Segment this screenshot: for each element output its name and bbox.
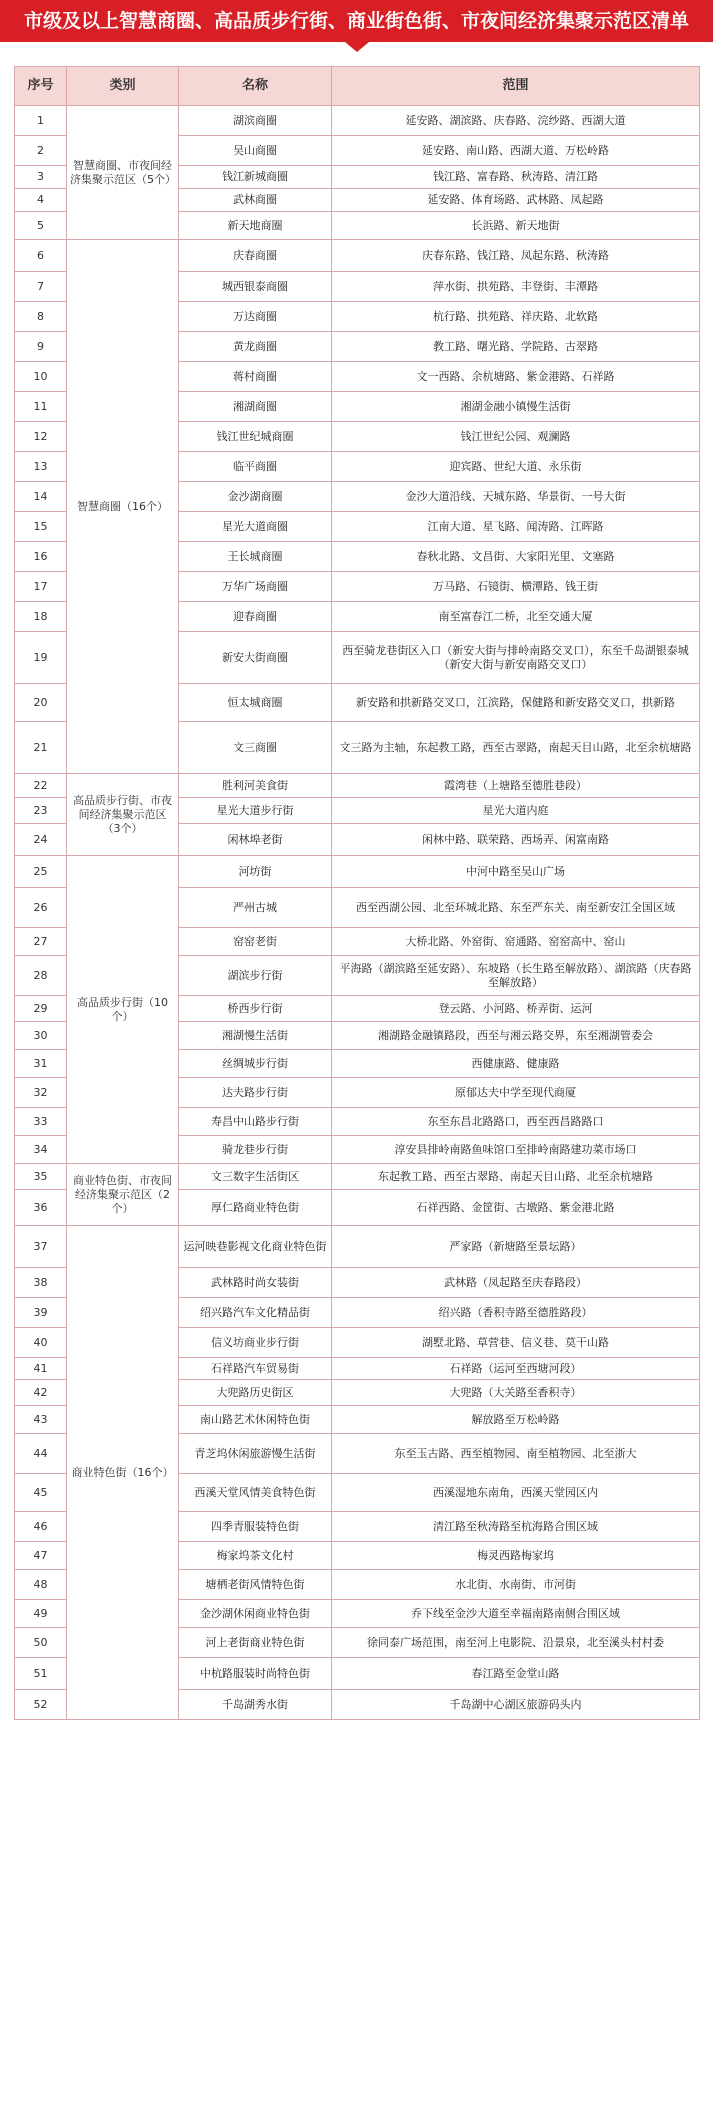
row-number: 35 xyxy=(15,1164,67,1190)
row-name: 武林商圈 xyxy=(179,189,332,212)
row-number: 30 xyxy=(15,1022,67,1050)
row-number: 26 xyxy=(15,888,67,928)
row-range: 钱江路、富春路、秋涛路、清江路 xyxy=(332,166,700,189)
row-name: 绍兴路汽车文化精品街 xyxy=(179,1298,332,1328)
row-range: 南至富春江二桥，北至交通大厦 xyxy=(332,602,700,632)
row-range: 文三路为主轴，东起教工路，西至古翠路，南起天目山路，北至余杭塘路 xyxy=(332,722,700,774)
row-range: 钱江世纪公园、观澜路 xyxy=(332,422,700,452)
row-range: 水北街、水南街、市河街 xyxy=(332,1570,700,1600)
row-range: 中河中路至吴山广场 xyxy=(332,856,700,888)
row-range: 清江路至秋涛路至杭海路合围区域 xyxy=(332,1512,700,1542)
row-range: 迎宾路、世纪大道、永乐街 xyxy=(332,452,700,482)
row-name: 青芝坞休闲旅游慢生活街 xyxy=(179,1434,332,1474)
row-number: 46 xyxy=(15,1512,67,1542)
row-name: 厚仁路商业特色街 xyxy=(179,1190,332,1226)
row-category: 高品质步行街、市夜间经济集聚示范区（3个） xyxy=(67,774,179,856)
row-range: 星光大道内庭 xyxy=(332,798,700,824)
row-number: 17 xyxy=(15,572,67,602)
row-range: 西健康路、健康路 xyxy=(332,1050,700,1078)
row-range: 延安路、湖滨路、庆春路、浣纱路、西湖大道 xyxy=(332,106,700,136)
table-row xyxy=(15,240,700,272)
row-number: 42 xyxy=(15,1380,67,1406)
row-name: 迎春商圈 xyxy=(179,602,332,632)
row-number: 33 xyxy=(15,1108,67,1136)
row-range: 萍水街、拱苑路、丰登街、丰潭路 xyxy=(332,272,700,302)
row-number: 12 xyxy=(15,422,67,452)
row-number: 28 xyxy=(15,956,67,996)
row-name: 窑窑老街 xyxy=(179,928,332,956)
row-name: 严州古城 xyxy=(179,888,332,928)
row-range: 绍兴路（香积寺路至德胜路段） xyxy=(332,1298,700,1328)
row-name: 四季青服装特色街 xyxy=(179,1512,332,1542)
row-range: 徐同泰广场范围，南至河上电影院、沿景泉，北至溪头村村委 xyxy=(332,1628,700,1658)
row-name: 中杭路服装时尚特色街 xyxy=(179,1658,332,1690)
row-number: 34 xyxy=(15,1136,67,1164)
row-name: 万华广场商圈 xyxy=(179,572,332,602)
table-row xyxy=(15,1164,700,1190)
row-range: 西溪湿地东南角，西溪天堂园区内 xyxy=(332,1474,700,1512)
row-range: 武林路（凤起路至庆春路段） xyxy=(332,1268,700,1298)
row-range: 杭行路、拱苑路、祥庆路、北软路 xyxy=(332,302,700,332)
row-name: 星光大道商圈 xyxy=(179,512,332,542)
row-number: 14 xyxy=(15,482,67,512)
row-range: 湖墅北路、草营巷、信义巷、莫干山路 xyxy=(332,1328,700,1358)
table-row xyxy=(15,1226,700,1268)
row-range: 平海路（湖滨路至延安路）、东坡路（长生路至解放路）、湖滨路（庆春路至解放路） xyxy=(332,956,700,996)
row-name: 武林路时尚女装街 xyxy=(179,1268,332,1298)
row-name: 大兜路历史街区 xyxy=(179,1380,332,1406)
row-name: 湘湖慢生活街 xyxy=(179,1022,332,1050)
row-number: 36 xyxy=(15,1190,67,1226)
row-name: 文三商圈 xyxy=(179,722,332,774)
row-name: 城西银泰商圈 xyxy=(179,272,332,302)
row-name: 黄龙商圈 xyxy=(179,332,332,362)
header-type: 类别 xyxy=(67,67,179,106)
row-range: 文一西路、余杭塘路、紫金港路、石祥路 xyxy=(332,362,700,392)
row-name: 蒋村商圈 xyxy=(179,362,332,392)
row-range: 淳安县排岭南路鱼味馆口至排岭南路建功菜市场口 xyxy=(332,1136,700,1164)
row-number: 2 xyxy=(15,136,67,166)
banner-pointer xyxy=(345,42,369,52)
row-number: 38 xyxy=(15,1268,67,1298)
row-range: 春秋北路、文昌街、大家阳光里、文塞路 xyxy=(332,542,700,572)
row-number: 40 xyxy=(15,1328,67,1358)
row-name: 金沙湖商圈 xyxy=(179,482,332,512)
row-category: 高品质步行街（10个） xyxy=(67,856,179,1164)
row-name: 新安大街商圈 xyxy=(179,632,332,684)
row-number: 24 xyxy=(15,824,67,856)
row-number: 18 xyxy=(15,602,67,632)
row-name: 星光大道步行街 xyxy=(179,798,332,824)
row-name: 恒太城商圈 xyxy=(179,684,332,722)
row-number: 39 xyxy=(15,1298,67,1328)
row-range: 东起教工路、西至古翠路、南起天目山路、北至余杭塘路 xyxy=(332,1164,700,1190)
row-name: 丝绸城步行街 xyxy=(179,1050,332,1078)
header-name: 名称 xyxy=(179,67,332,106)
row-name: 达夫路步行街 xyxy=(179,1078,332,1108)
row-range: 东至玉古路、西至植物园、南至植物园、北至浙大 xyxy=(332,1434,700,1474)
row-name: 骑龙巷步行街 xyxy=(179,1136,332,1164)
row-number: 3 xyxy=(15,166,67,189)
row-number: 49 xyxy=(15,1600,67,1628)
row-range: 长浜路、新天地街 xyxy=(332,212,700,240)
row-number: 4 xyxy=(15,189,67,212)
row-category: 商业特色街、市夜间经济集聚示范区（2个） xyxy=(67,1164,179,1226)
row-name: 闲林埠老街 xyxy=(179,824,332,856)
row-name: 南山路艺术休闲特色街 xyxy=(179,1406,332,1434)
row-range: 延安路、体育场路、武林路、凤起路 xyxy=(332,189,700,212)
row-number: 47 xyxy=(15,1542,67,1570)
row-name: 河上老街商业特色街 xyxy=(179,1628,332,1658)
row-number: 10 xyxy=(15,362,67,392)
row-range: 石祥西路、金筐街、古墩路、紫金港北路 xyxy=(332,1190,700,1226)
row-range: 教工路、曙光路、学院路、古翠路 xyxy=(332,332,700,362)
list-table xyxy=(14,66,700,1720)
row-number: 51 xyxy=(15,1658,67,1690)
row-range: 闲林中路、联荣路、西场弄、闲富南路 xyxy=(332,824,700,856)
row-name: 湘湖商圈 xyxy=(179,392,332,422)
row-range: 原郁达夫中学至现代商厦 xyxy=(332,1078,700,1108)
row-range: 梅灵西路梅家坞 xyxy=(332,1542,700,1570)
row-range: 大桥北路、外窑街、窑通路、窑窑高中、窑山 xyxy=(332,928,700,956)
row-range: 湘湖路金融镇路段，西至与湘云路交界，东至湘湖管委会 xyxy=(332,1022,700,1050)
row-category: 智慧商圈（16个） xyxy=(67,240,179,774)
row-number: 25 xyxy=(15,856,67,888)
row-range: 金沙大道沿线、天城东路、华景街、一号大街 xyxy=(332,482,700,512)
table-row xyxy=(15,106,700,136)
row-range: 春江路至金堂山路 xyxy=(332,1658,700,1690)
row-number: 45 xyxy=(15,1474,67,1512)
row-number: 31 xyxy=(15,1050,67,1078)
row-number: 7 xyxy=(15,272,67,302)
row-range: 湘湖金融小镇慢生活街 xyxy=(332,392,700,422)
row-number: 1 xyxy=(15,106,67,136)
table-row xyxy=(15,774,700,798)
row-number: 29 xyxy=(15,996,67,1022)
row-name: 钱江世纪城商圈 xyxy=(179,422,332,452)
row-name: 吴山商圈 xyxy=(179,136,332,166)
row-category: 智慧商圈、市夜间经济集聚示范区（5个） xyxy=(67,106,179,240)
row-name: 临平商圈 xyxy=(179,452,332,482)
row-number: 19 xyxy=(15,632,67,684)
header-no: 序号 xyxy=(15,67,67,106)
row-range: 西至西湖公园、北至环城北路、东至严东关、南至新安江全国区域 xyxy=(332,888,700,928)
table-body xyxy=(15,106,700,1720)
row-range: 庆春东路、钱江路、凤起东路、秋涛路 xyxy=(332,240,700,272)
row-number: 16 xyxy=(15,542,67,572)
row-number: 6 xyxy=(15,240,67,272)
row-name: 文三数字生活街区 xyxy=(179,1164,332,1190)
row-number: 5 xyxy=(15,212,67,240)
row-name: 庆春商圈 xyxy=(179,240,332,272)
row-name: 钱江新城商圈 xyxy=(179,166,332,189)
title-banner xyxy=(0,0,713,52)
row-name: 寿昌中山路步行街 xyxy=(179,1108,332,1136)
row-name: 王长城商圈 xyxy=(179,542,332,572)
row-number: 41 xyxy=(15,1358,67,1380)
row-number: 27 xyxy=(15,928,67,956)
row-name: 石祥路汽车贸易街 xyxy=(179,1358,332,1380)
header-row xyxy=(15,67,700,106)
row-number: 21 xyxy=(15,722,67,774)
row-range: 新安路和拱新路交叉口，江滨路，保健路和新安路交叉口，拱新路 xyxy=(332,684,700,722)
row-number: 43 xyxy=(15,1406,67,1434)
row-range: 延安路、南山路、西湖大道、万松岭路 xyxy=(332,136,700,166)
row-number: 22 xyxy=(15,774,67,798)
row-range: 东至东昌北路路口，西至西昌路路口 xyxy=(332,1108,700,1136)
row-name: 湖滨步行街 xyxy=(179,956,332,996)
row-range: 霞湾巷（上塘路至德胜巷段） xyxy=(332,774,700,798)
row-range: 千岛湖中心湖区旅游码头内 xyxy=(332,1690,700,1720)
row-number: 50 xyxy=(15,1628,67,1658)
row-range: 登云路、小河路、桥弄街、运河 xyxy=(332,996,700,1022)
page-title: 市级及以上智慧商圈、高品质步行街、商业街色街、市夜间经济集聚示范区清单 xyxy=(23,10,689,32)
row-name: 万达商圈 xyxy=(179,302,332,332)
row-name: 西溪天堂风情美食特色街 xyxy=(179,1474,332,1512)
row-number: 13 xyxy=(15,452,67,482)
row-number: 20 xyxy=(15,684,67,722)
table-row xyxy=(15,856,700,888)
row-name: 金沙湖休闲商业特色街 xyxy=(179,1600,332,1628)
row-number: 23 xyxy=(15,798,67,824)
row-name: 胜利河美食街 xyxy=(179,774,332,798)
row-name: 桥西步行街 xyxy=(179,996,332,1022)
row-number: 37 xyxy=(15,1226,67,1268)
row-name: 新天地商圈 xyxy=(179,212,332,240)
row-range: 西至骑龙巷街区入口（新安大街与排岭南路交叉口），东至千岛湖银泰城（新安大街与新安南路交叉口） xyxy=(332,632,700,684)
row-name: 千岛湖秀水街 xyxy=(179,1690,332,1720)
row-name: 湖滨商圈 xyxy=(179,106,332,136)
row-range: 乔下线至金沙大道至幸福南路南侧合围区域 xyxy=(332,1600,700,1628)
row-number: 44 xyxy=(15,1434,67,1474)
row-name: 信义坊商业步行街 xyxy=(179,1328,332,1358)
row-range: 江南大道、星飞路、闻涛路、江晖路 xyxy=(332,512,700,542)
row-name: 河坊街 xyxy=(179,856,332,888)
row-range: 大兜路（大关路至香积寺） xyxy=(332,1380,700,1406)
row-number: 8 xyxy=(15,302,67,332)
row-name: 塘栖老街风情特色街 xyxy=(179,1570,332,1600)
row-number: 11 xyxy=(15,392,67,422)
row-number: 48 xyxy=(15,1570,67,1600)
header-range: 范围 xyxy=(332,67,700,106)
row-number: 15 xyxy=(15,512,67,542)
row-range: 严家路（新塘路至景坛路） xyxy=(332,1226,700,1268)
row-number: 32 xyxy=(15,1078,67,1108)
row-name: 梅家坞茶文化村 xyxy=(179,1542,332,1570)
row-category: 商业特色街（16个） xyxy=(67,1226,179,1720)
row-number: 52 xyxy=(15,1690,67,1720)
row-range: 万马路、石镜街、横潭路、钱王街 xyxy=(332,572,700,602)
row-number: 9 xyxy=(15,332,67,362)
row-name: 运河映巷影视文化商业特色街 xyxy=(179,1226,332,1268)
row-range: 石祥路（运河至西塘河段） xyxy=(332,1358,700,1380)
row-range: 解放路至万松岭路 xyxy=(332,1406,700,1434)
